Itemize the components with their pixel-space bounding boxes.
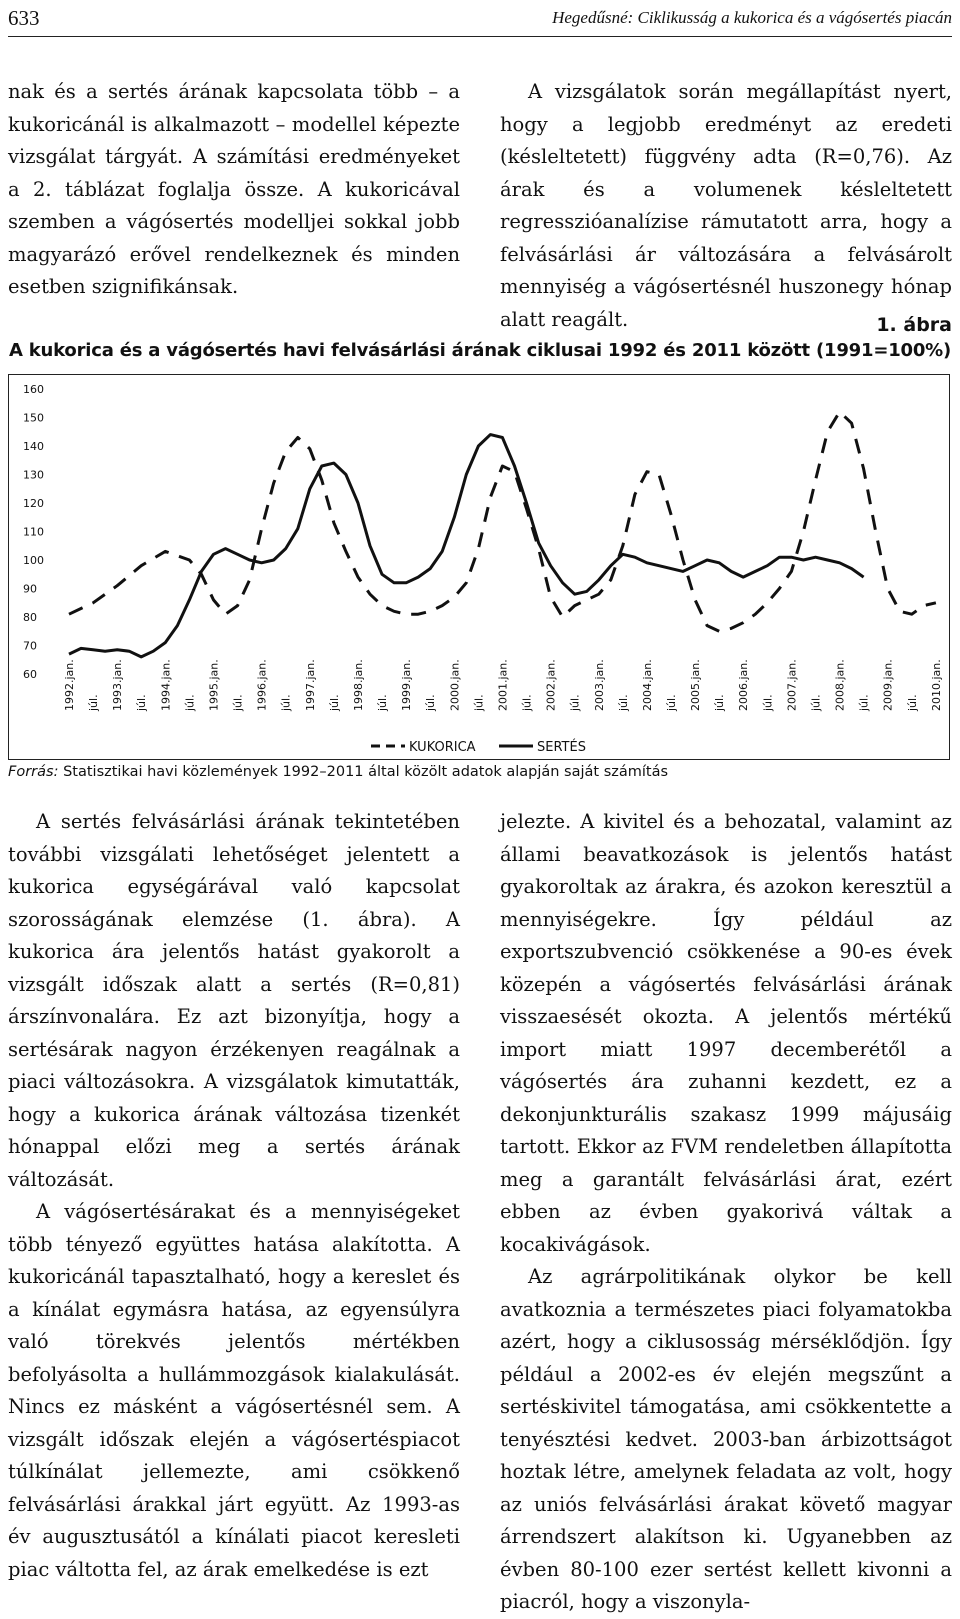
x-tick-label: júl. [472, 694, 486, 711]
x-tick-label: 2009.jan. [881, 659, 895, 711]
y-tick-label: 100 [23, 554, 44, 567]
x-tick-label: 1992.jan. [63, 659, 76, 711]
x-tick-label: 2007.jan. [785, 659, 799, 711]
x-tick-label: júl. [665, 694, 678, 711]
x-tick-label: júl. [231, 694, 245, 711]
legend-label: KUKORICA [409, 740, 476, 755]
figure-label: 1. ábra [876, 314, 952, 336]
paragraph: A sertés felvásárlási árának tekintetében további vizsgálati lehetőséget jelentett a kukorica egységárával való kapcsolat szorosságának elemzése (1. ábra). A kukorica ára jelentős hatást gyakorolt a vizsgált időszak alatt a sertés (R=0,81) árszínvonalára. Ez azt bizonyítja, hogy a sertésárak nagyon érzékenyen reagálnak a piaci változásokra. A vizsgálatok kimutatták, hogy a kukorica árának változása tizenkét hónappal előzi meg a sertés árának változását. [8, 810, 460, 1191]
x-tick-label: 1999.jan. [400, 659, 414, 711]
x-tick-label: 1994.jan. [159, 659, 173, 711]
source-text: Statisztikai havi közlemények 1992–2011 által közölt adatok alapján saját számítás [58, 764, 669, 780]
x-tick-label: 1996.jan. [255, 659, 269, 711]
x-tick-label: 2004.jan. [640, 659, 654, 711]
running-title: Hegedűsné: Ciklikusság a kukorica és a vágósertés piacán [552, 8, 952, 27]
y-tick-label: 120 [23, 497, 44, 510]
x-tick-label: júl. [87, 694, 101, 711]
chart-frame [8, 374, 950, 760]
x-tick-label: júl. [616, 694, 630, 711]
x-tick-label: júl. [279, 694, 293, 711]
x-tick-label: 2005.jan. [689, 659, 703, 711]
x-tick-label: 2003.jan. [592, 659, 606, 711]
x-tick-label: júl. [183, 694, 197, 711]
y-tick-label: 80 [23, 611, 37, 624]
paragraph: Az agrárpolitikának olykor be kell avatkoznia a természetes piaci folyamatokba azért, hogy a ciklusosság mérséklődjön. Így például a 2002-es év elején megszűnt a sertéskivitel támogatása, ami csökkentette a tenyésztési kedvet. 2003-ban árbizottságot hoztak létre, amelynek feladata az volt, hogy az uniós felvásárlási árakat követő magyar árrendszert alakítson ki. Ugyanebben az évben 80-100 ezer sertést kellett kivonni a piacról, hogy a viszonyla- [500, 1265, 952, 1613]
x-tick-label: júl. [905, 694, 919, 711]
x-tick-label: 1995.jan. [207, 659, 221, 711]
x-tick-label: 2001.jan. [496, 659, 510, 711]
text-column-bottom-left [8, 806, 460, 1586]
y-tick-label: 70 [23, 639, 37, 653]
text-column-top-right [500, 76, 952, 336]
line-chart [9, 375, 949, 759]
x-tick-label: júl. [135, 694, 149, 711]
x-tick-label: 1998.jan. [351, 659, 365, 711]
x-tick-label: júl. [761, 694, 775, 711]
paragraph: jelezte. A kivitel és a behozatal, valamint az állami beavatkozások is jelentős hatást gyakoroltak az árakra, és azokon keresztül a mennyiségekre. Így például az exportszubvenció csökkenése a 90-es évek közepén a vágósertés felvásárlási árának visszaesését okozta. A jelentős mértékű import miatt 1997 decemberétől a vágósertés ára zuhanni kezdett, ez a dekonjunkturális szakasz 1999 májusáig tartott. Ekkor az FVM rendeletben állapította meg a garantált felvásárlási árat, ezért ebben az évben gyakorivá váltak a kocakivágások. [500, 810, 952, 1256]
x-tick-label: júl. [327, 694, 341, 711]
y-tick-label: 90 [23, 582, 37, 596]
x-tick-label: 1997.jan. [303, 659, 317, 711]
header-rule [8, 36, 952, 37]
x-tick-label: júl. [424, 694, 438, 711]
x-tick-label: 2008.jan. [833, 659, 847, 711]
paragraph: nak és a sertés árának kapcsolata több – a kukoricánál is alkalmazott – modellel képezte vizsgálat tárgyát. A számítási eredményeket a 2. táblázat foglalja össze. A kukoricával szemben a vágósertés modelljei sokkal jobb magyarázó erővel rendelkeznek és minden esetben szignifikánsak. [8, 80, 460, 298]
text-column-top-left [8, 76, 460, 304]
x-tick-label: 1993.jan. [111, 659, 125, 711]
text-column-bottom-right [500, 806, 952, 1619]
paragraph: A vágósertésárakat és a mennyiségeket több tényező együttes hatása alakította. A kukoricánál tapasztalható, hogy a kereslet és a kínálat egymásra hatása, az egyensúlyra való törekvés jelentős mértékben befolyásolta a hullámmozgások kialakulását. Nincs ez másként a vágósertésnél sem. A vizsgált időszak elején a vágósertéspiacot túlkínálat jellemezte, ami csökkenő felvásárlási árakkal járt együtt. Az 1993-as év augusztusától a kínálati piacot keresleti piac váltotta fel, az árak emelkedése is ezt [8, 1200, 460, 1581]
y-tick-label: 160 [23, 383, 44, 396]
y-tick-label: 60 [23, 668, 37, 681]
x-tick-label: 2006.jan. [737, 659, 751, 711]
x-tick-label: júl. [568, 694, 582, 711]
source-prefix: Forrás: [8, 764, 59, 780]
legend-label: SERTÉS [537, 740, 586, 755]
page-number: 633 [8, 6, 40, 30]
series-line-kukorica [69, 412, 936, 632]
y-tick-label: 130 [23, 468, 44, 482]
x-tick-label: 2000.jan. [448, 659, 462, 711]
x-tick-label: 2010.jan. [929, 659, 943, 711]
y-tick-label: 150 [23, 411, 44, 425]
x-tick-label: júl. [520, 694, 534, 711]
x-tick-label: júl. [809, 694, 823, 711]
x-tick-label: júl. [713, 694, 727, 711]
x-tick-label: júl. [857, 694, 871, 711]
figure-source [8, 764, 668, 780]
figure-title: A kukorica és a vágósertés havi felvásárlási árának ciklusai 1992 és 2011 között (1991=100%) [8, 340, 952, 361]
paragraph: A vizsgálatok során megállapítást nyert, hogy a legjobb eredményt az eredeti (késleltetett) függvény adta (R=0,76). Az árak és a volumenek késleltetett regresszióanalízise rámutatott arra, hogy a felvásárlási ár változására a felvásárolt mennyiség a vágósertésnél huszonegy hónap alatt reagált. [500, 80, 952, 331]
series-line-sertés [69, 435, 864, 657]
x-tick-label: júl. [376, 694, 390, 711]
y-tick-label: 110 [23, 525, 44, 539]
x-tick-label: 2002.jan. [544, 659, 558, 711]
y-tick-label: 140 [23, 440, 44, 453]
